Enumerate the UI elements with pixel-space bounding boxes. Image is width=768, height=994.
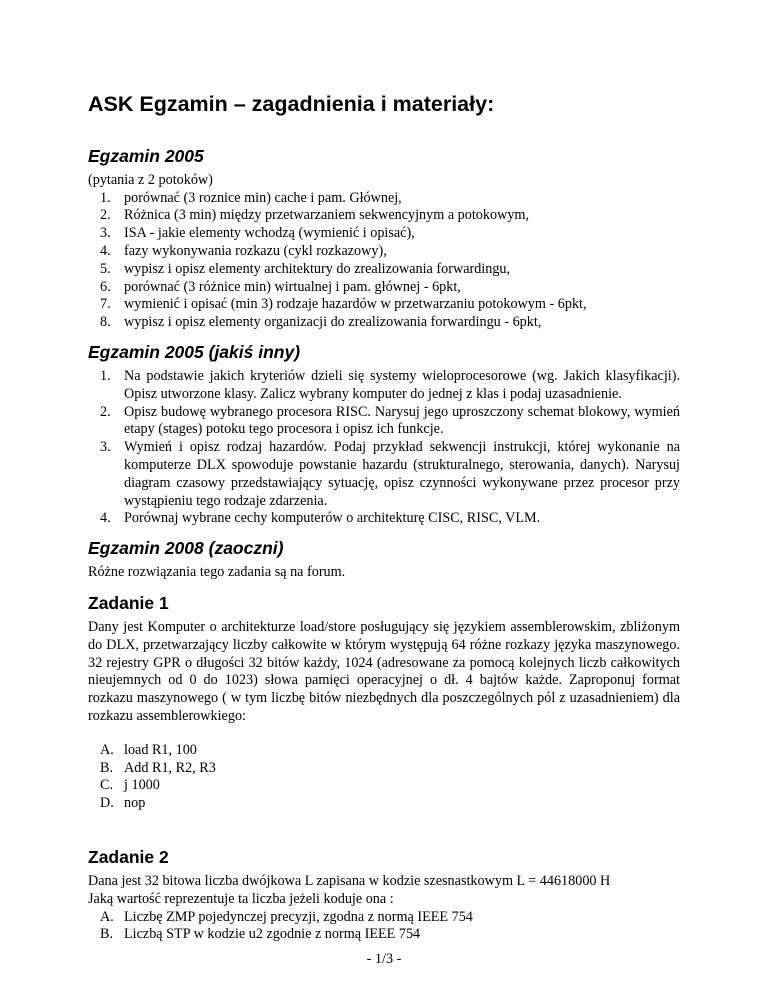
- question-list: [88, 368, 680, 528]
- list-item: 1. Na podstawie jakich kryteriów dzieli się systemy wieloprocesorowe (wg. Jakich klasyfikacji). Opisz utworzone klasy. Zalicz wybrany komputer do jednej z klas i podaj uzasadnienie.: [100, 367, 680, 402]
- list-item: 2. Różnica (3 min) między przetwarzaniem sekwencyjnym a potokowym,: [100, 207, 530, 224]
- list-item: 3. Wymień i opisz rodzaj hazardów. Podaj przykład sekwencji instrukcji, której wykonanie na komputerze DLX spowoduje powstanie hazardu (strukturalnego, sterowania, danych). Narysuj diagram czasowy przedstawiający sytuację, opisz czynności wykonywane przez procesor przy wystąpieniu tego rodzaje zdarzenia.: [100, 439, 680, 509]
- section-egzamin-2005: [88, 146, 680, 332]
- option-list: [88, 909, 680, 945]
- list-item: 2. Opisz budowę wybranego procesora RISC. Narysuj jego uproszczony schemat blokowy, wymień etapy (stages) potoku tego procesora i opisz ich funkcje.: [100, 403, 680, 438]
- section-heading: Egzamin 2005 (jakiś inny): [88, 341, 301, 362]
- task-text: Dany jest Komputer o architekturze load/store posługujący się językiem assemblerowskim, zbliżonym do DLX, przetwarzający liczby całkowite w którym występują 64 różne rozkazy języka maszynowego. 32 rejestry GPR o długości 32 bitów każdy, 1024 (adresowane za pomocą kolejnych liczb całkowitych nieujemnych od 0 do 1023) słowa pamięci operacyjnej o dł. 4 bajtów każde. Zaproponuj format rozkazu maszynowego ( w tym liczbę bitów niezbędnych dla poszczególnych pól z uzasadnieniem) dla rozkazu assemblerowkiego:: [88, 618, 680, 724]
- list-item: 4. fazy wykonywania rozkazu (cykl rozkazowy),: [100, 242, 387, 259]
- list-item: 7. wymienić i opisać (min 3) rodzaje hazardów w przetwarzaniu potokowym - 6pkt,: [100, 296, 587, 313]
- question-list: [88, 190, 680, 332]
- document-content: [88, 92, 680, 944]
- list-item: A. Liczbę ZMP pojedynczej precyzji, zgodna z normą IEEE 754: [100, 908, 473, 925]
- list-item: 8. wypisz i opisz elementy organizacji do zrealizowania forwardingu - 6pkt,: [100, 314, 542, 331]
- list-item: 5. wypisz i opisz elementy architektury do zrealizowania forwardingu,: [100, 260, 511, 277]
- task-text: Dana jest 32 bitowa liczba dwójkowa L zapisana w kodzie szesnastkowym L = 44618000 H: [88, 872, 611, 889]
- list-item: A. load R1, 100: [100, 741, 197, 758]
- section-heading: Egzamin 2005: [88, 145, 204, 166]
- section-heading: Egzamin 2008 (zaoczni): [88, 538, 284, 559]
- section-zadanie-1: [88, 593, 680, 813]
- list-item: B. Liczbą STP w kodzie u2 zgodnie z normą IEEE 754: [100, 926, 421, 943]
- list-item: 1. porównać (3 roznice min) cache i pam. Głównej,: [100, 189, 402, 206]
- list-item: B. Add R1, R2, R3: [100, 759, 216, 776]
- list-item: C. j 1000: [100, 777, 160, 794]
- list-item: 6. porównać (3 różnice min) wirtualnej i pam. głównej - 6pkt,: [100, 278, 461, 295]
- task-question: Jaką wartość reprezentuje ta liczba jeżeli koduje ona :: [88, 890, 394, 907]
- page-number: - 1/3 -: [366, 951, 402, 967]
- section-text: Różne rozwiązania tego zadania są na forum.: [88, 564, 346, 581]
- section-egzamin-2008: [88, 538, 680, 582]
- task-heading: Zadanie 1: [88, 592, 169, 613]
- document-title: ASK Egzamin – zagadnienia i materiały:: [88, 92, 495, 116]
- section-intro: (pytania z 2 potoków): [88, 171, 213, 188]
- task-heading: Zadanie 2: [88, 846, 169, 867]
- list-item: D. nop: [100, 795, 146, 812]
- list-item: 4. Porównaj wybrane cechy komputerów o architekturę CISC, RISC, VLM.: [100, 510, 541, 527]
- section-zadanie-2: [88, 847, 680, 944]
- list-item: 3. ISA - jakie elementy wchodzą (wymienić i opisać),: [100, 225, 415, 242]
- option-list: [88, 742, 680, 813]
- section-egzamin-2005-inny: [88, 342, 680, 528]
